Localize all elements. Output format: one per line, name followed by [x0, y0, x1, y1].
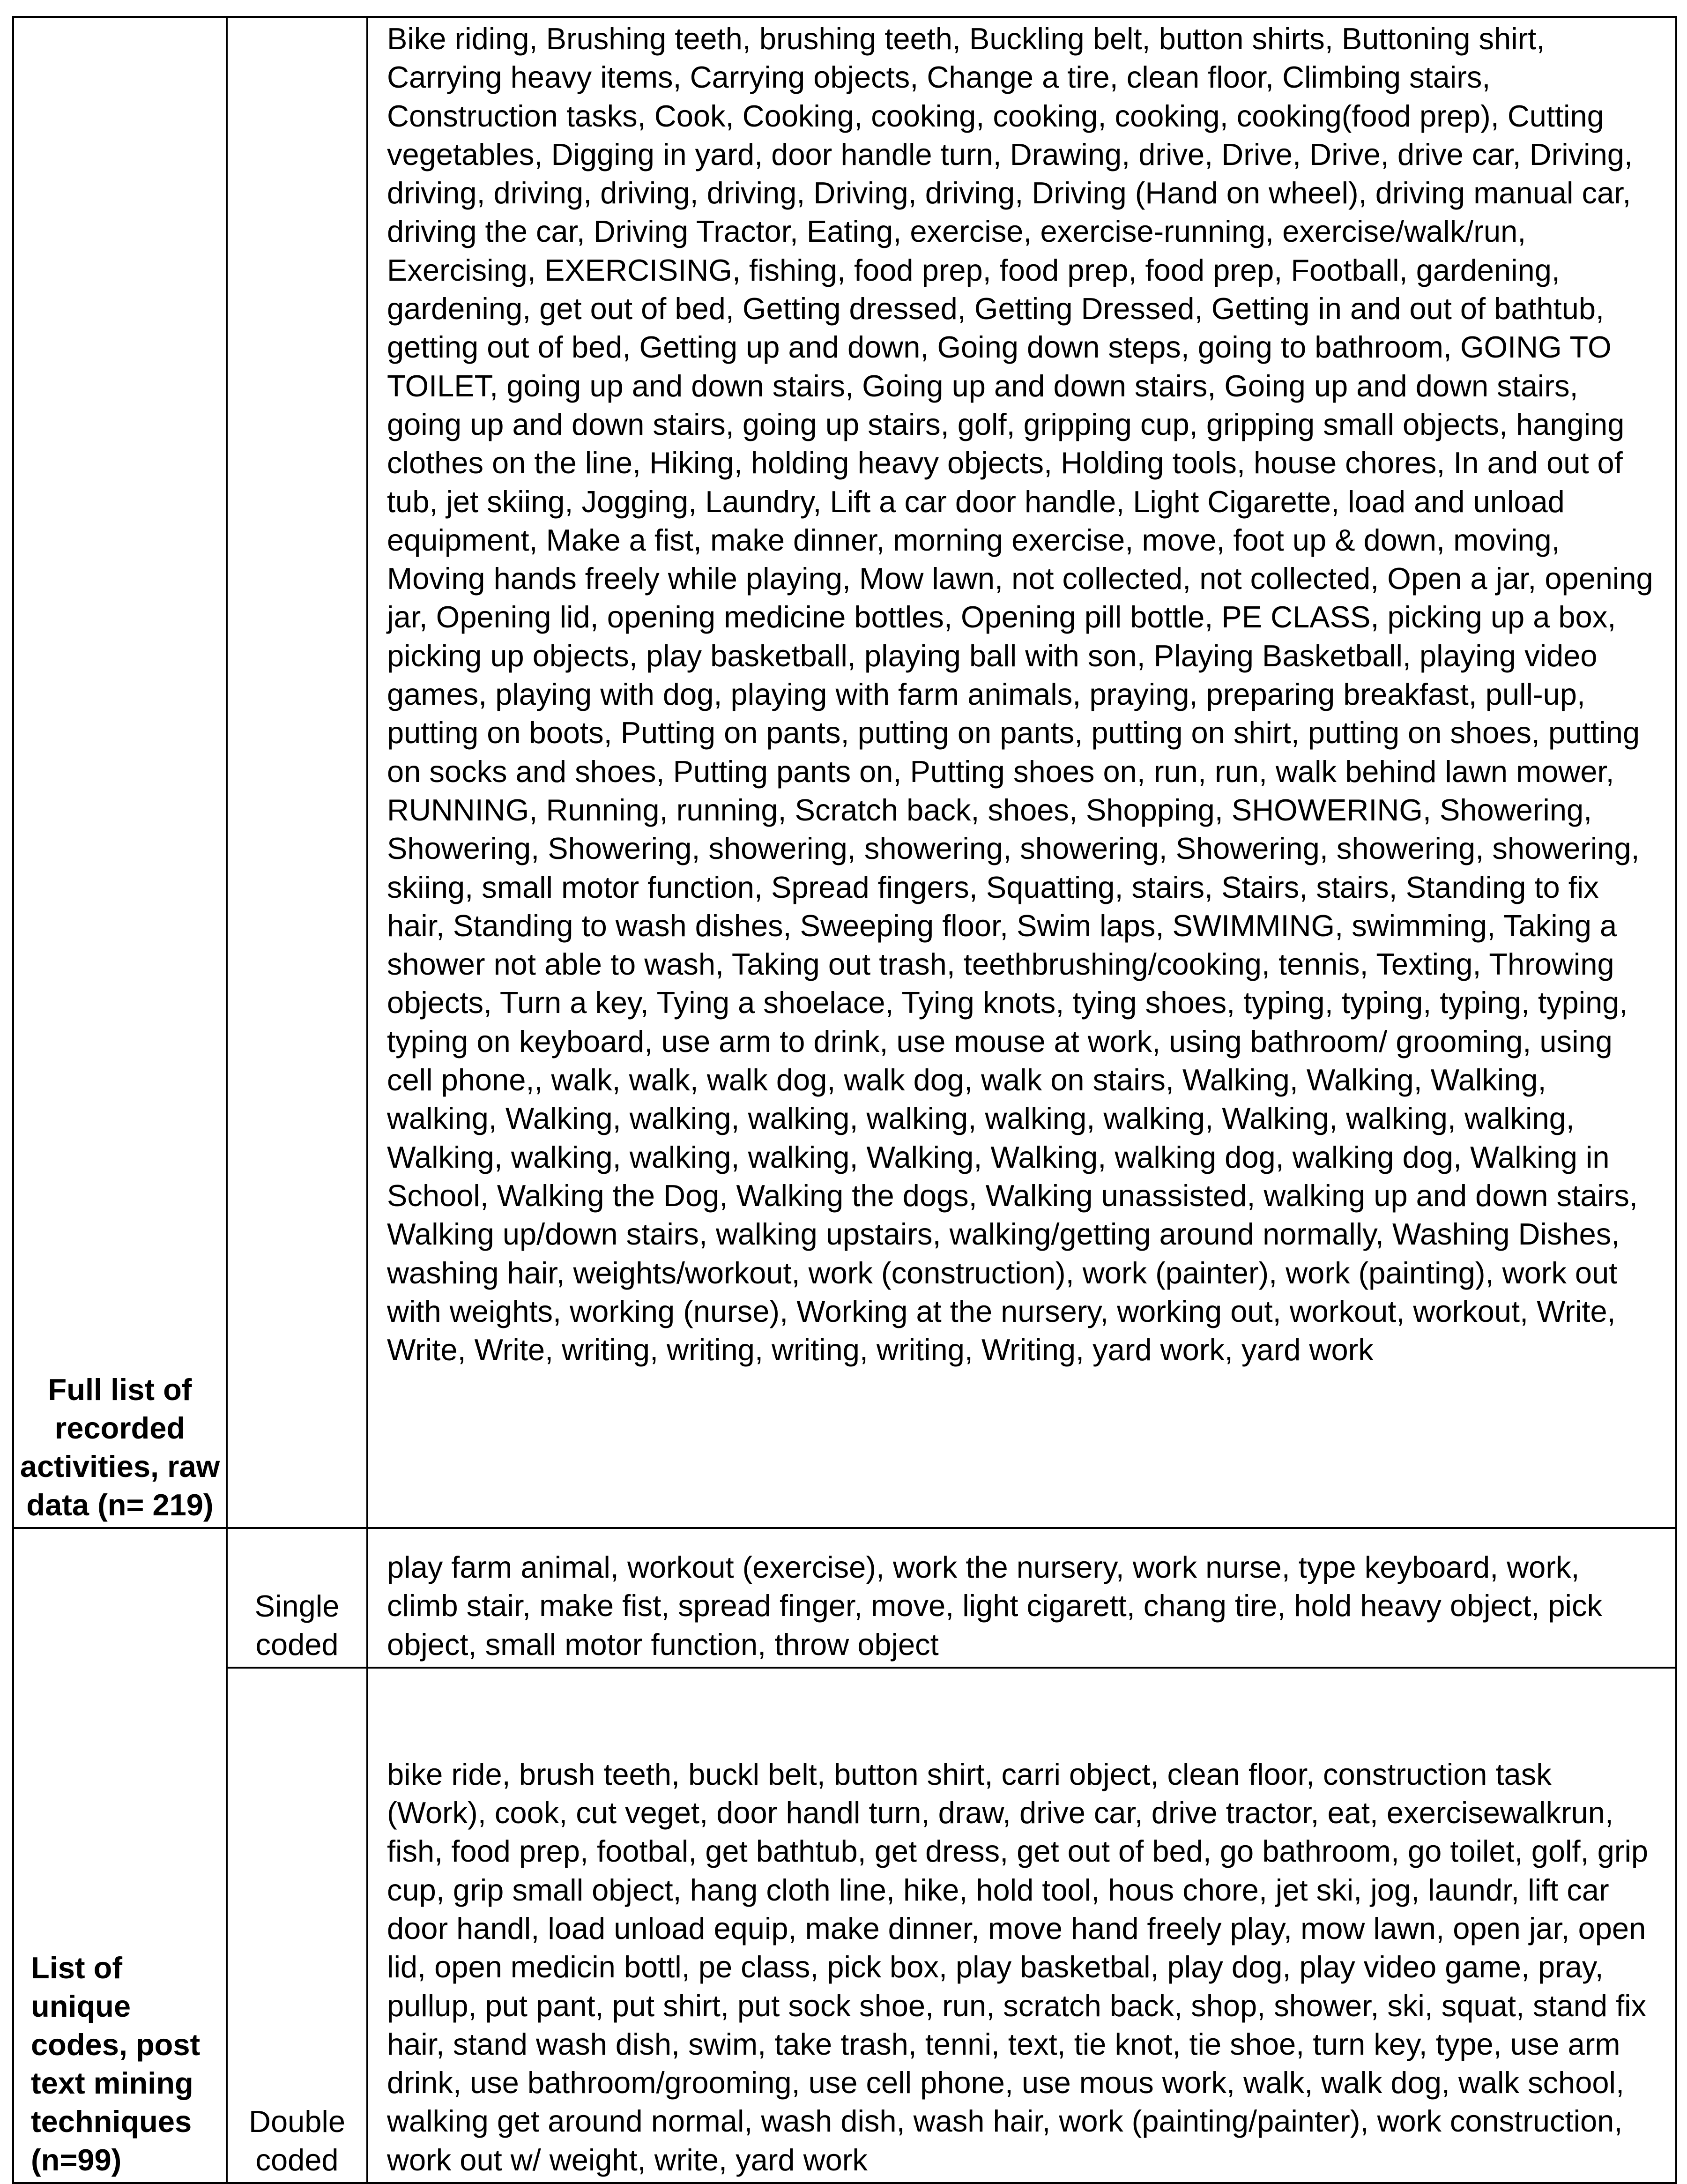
table-row-raw-data: [13, 17, 1676, 1528]
row-label-raw-data: Full list of recorded activities, raw data (n= 219): [13, 17, 227, 1528]
single-coded-list: play farm animal, workout (exercise), work the nursery, work nurse, type keyboard, work, climb stair, make fist, spread finger, move, light cigarett, chang tire, hold heavy object, pick object, small motor function, throw object: [367, 1528, 1676, 1668]
empty-subcategory-cell: [227, 17, 367, 1528]
subcategory-single-coded: Single coded: [227, 1528, 367, 1668]
raw-activities-list: Bike riding, Brushing teeth, brushing teeth, Buckling belt, button shirts, Buttoning shirt, Carrying heavy items, Carrying objects, Change a tire, clean floor, Climbing stairs, Construction tasks, Cook, Cooking, cooking, cooking, cooking, cooking(food prep), Cutting vegetables, Digging in yard, door handle turn, Drawing, drive, Drive, Drive, drive car, Driving, driving, driving, driving, driving, Driving, driving, Driving (Hand on wheel), driving manual car, driving the car, Driving Tractor, Eating, exercise, exercise-running, exercise/walk/run, Exercising, EXERCISING, fishing, food prep, food prep, food prep, Football, gardening, gardening, get out of bed, Getting dressed, Getting Dressed, Getting in and out of bathtub, getting out of bed, Getting up and down, Going down steps, going to bathroom, GOING TO TOILET, going up and down stairs, Going up and down stairs, Going up and down stairs, going up and down stairs, going up stairs, golf, gripping cup, gripping small objects, hanging clothes on the line, Hiking, holding heavy objects, Holding tools, house chores, In and out of tub, jet skiing, Jogging, Laundry, Lift a car door handle, Light Cigarette, load and unload equipment, Make a fist, make dinner, morning exercise, move, foot up & down, moving, Moving hands freely while playing, Mow lawn, not collected, not collected, Open a jar, opening jar, Opening lid, opening medicine bottles, Opening pill bottle, PE CLASS, picking up a box, picking up objects, play basketball, playing ball with son, Playing Basketball, playing video games, playing with dog, playing with farm animals, praying, preparing breakfast, pull-up, putting on boots, Putting on pants, putting on pants, putting on shirt, putting on shoes, putting on socks and shoes, Putting pants on, Putting shoes on, run, run, walk behind lawn mower, RUNNING, Running, running, Scratch back, shoes, Shopping, SHOWERING, Showering, Showering, Showering, showering, showering, showering, Showering, showering, showering, skiing, small motor function, Spread fingers, Squatting, stairs, Stairs, stairs, Standing to fix hair, Standing to wash dishes, Sweeping floor, Swim laps, SWIMMING, swimming, Taking a shower not able to wash, Taking out trash, teethbrushing/cooking, tennis, Texting, Throwing objects, Turn a key, Tying a shoelace, Tying knots, tying shoes, typing, typing, typing, typing, typing on keyboard, use arm to drink, use mouse at work, using bathroom/ grooming, using cell phone,, walk, walk, walk dog, walk dog, walk on stairs, Walking, Walking, Walking, walking, Walking, walking, walking, walking, walking, walking, Walking, walking, walking, Walking, walking, walking, walking, Walking, Walking, walking dog, walking dog, Walking in School, Walking the Dog, Walking the dogs, Walking unassisted, walking up and down stairs, Walking up/down stairs, walking upstairs, walking/getting around normally, Washing Dishes, washing hair, weights/workout, work (construction), work (painter), work (painting), work out with weights, working (nurse), Working at the nursery, working out, workout, workout, Write, Write, Write, writing, writing, writing, writing, Writing, yard work, yard work: [367, 17, 1676, 1528]
activities-table: [12, 16, 1677, 2184]
double-coded-list: bike ride, brush teeth, buckl belt, button shirt, carri object, clean floor, construction task (Work), cook, cut veget, door handl turn, draw, drive car, drive tractor, eat, exercisewalkrun, fish, food prep, footbal, get bathtub, get dress, get out of bed, go bathroom, go toilet, golf, grip cup, grip small object, hang cloth line, hike, hold tool, hous chore, jet ski, jog, laundr, lift car door handl, load unload equip, make dinner, move hand freely play, mow lawn, open jar, open lid, open medicin bottl, pe class, pick box, play basketbal, play dog, play video game, pray, pullup, put pant, put shirt, put sock shoe, run, scratch back, shop, shower, ski, squat, stand fix hair, stand wash dish, swim, take trash, tenni, text, tie knot, tie shoe, turn key, type, use arm drink, use bathroom/grooming, use cell phone, use mous work, walk, walk dog, walk school, walking get around normal, wash dish, wash hair, work (painting/painter), work construction, work out w/ weight, write, yard work: [367, 1668, 1676, 2183]
table-row-double-coded: [13, 1668, 1676, 2183]
table-row-single-coded: [13, 1528, 1676, 1668]
activities-table-wrapper: [12, 16, 1675, 2184]
subcategory-double-coded: Double coded: [227, 1668, 367, 2183]
row-label-unique-codes: List of unique codes, post text mining techniques (n=99): [13, 1528, 227, 2183]
